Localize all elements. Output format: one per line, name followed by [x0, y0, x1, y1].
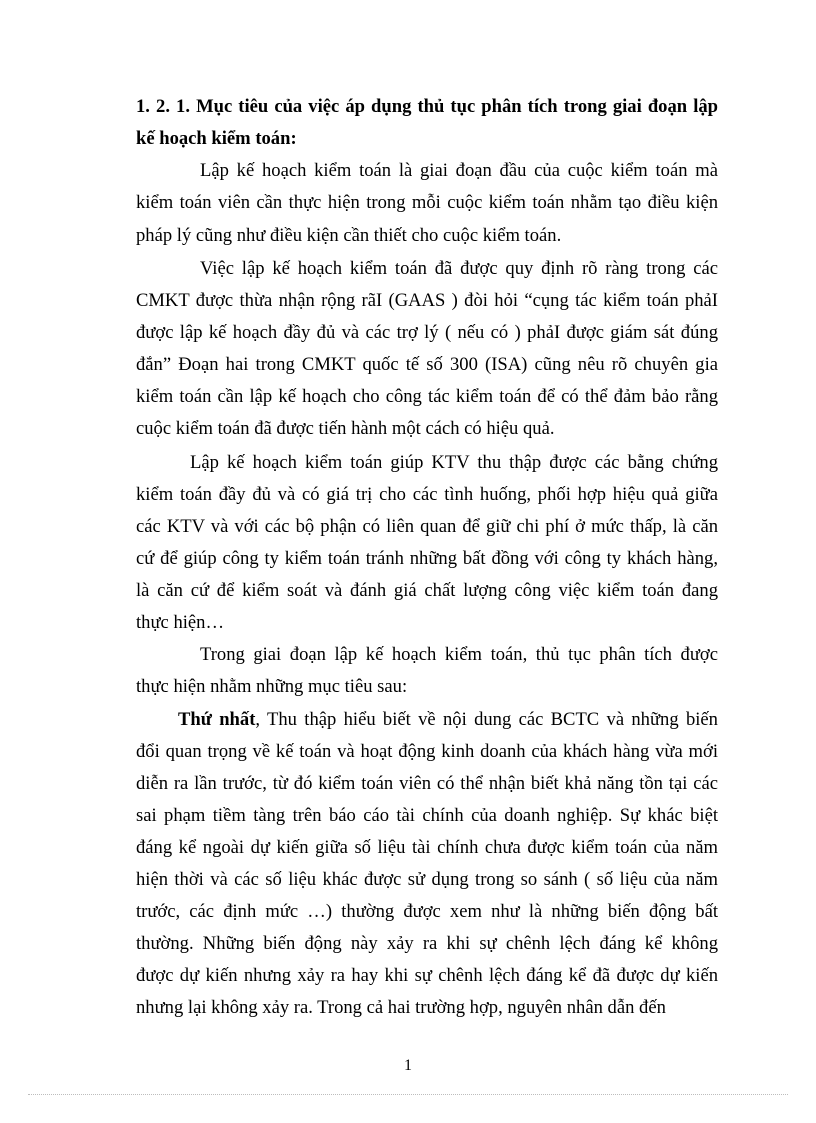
paragraph-5-line-10: nhưng lại không xảy ra. Trong cả hai trường hợp, nguyên nhân dẫn đến [136, 997, 666, 1018]
paragraph-5-line-1 [178, 709, 718, 731]
paragraph-2-line-1: Việc lập kế hoạch kiểm toán đã được quy định rõ ràng trong các [200, 258, 718, 279]
paragraph-5-line-3: diễn ra lần trước, từ đó kiểm toán viên có thể nhận biết khả năng tồn tại các [136, 773, 718, 794]
paragraph-1-line-2: kiểm toán viên cần thực hiện trong mỗi cuộc kiểm toán nhằm tạo điều kiện [136, 192, 718, 213]
paragraph-4-line-2: thực hiện nhằm những mục tiêu sau: [136, 676, 408, 697]
paragraph-3-line-1: Lập kế hoạch kiểm toán giúp KTV thu thập được các bằng chứng [190, 452, 718, 473]
paragraph-3-line-6: thực hiện… [136, 612, 225, 633]
paragraph-5-line-9: được dự kiến nhưng xảy ra hay khi sự chênh lệch đáng kể đã được dự kiến [136, 965, 718, 986]
paragraph-2-line-5: kiểm toán cần lập kế hoạch cho công tác kiểm toán để có thể đảm bảo rằng [136, 386, 718, 407]
section-heading-line-2: kế hoạch kiểm toán: [136, 128, 297, 149]
paragraph-5-line-5: đáng kể ngoài dự kiến giữa số liệu tài chính chưa được kiểm toán của năm [136, 837, 718, 858]
paragraph-5-line-6: hiện thời và các số liệu khác được sử dụng trong so sánh ( số liệu của năm [136, 869, 718, 890]
paragraph-2-line-4: đắn” Đoạn hai trong CMKT quốc tế số 300 (ISA) cũng nêu rõ chuyên gia [136, 354, 718, 375]
paragraph-3-line-2: kiểm toán đầy đủ và có giá trị cho các tình huống, phối hợp hiệu quả giữa [136, 484, 718, 505]
paragraph-1-line-3: pháp lý cũng như điều kiện cần thiết cho cuộc kiểm toán. [136, 225, 562, 246]
paragraph-5-lead: Thứ nhất [178, 709, 256, 730]
paragraph-5-line-7: trước, các định mức …) thường được xem như là những biến động bất [136, 901, 718, 922]
paragraph-3-line-3: các KTV và với các bộ phận có liên quan để giữ chi phí ở mức thấp, là căn [136, 516, 718, 537]
paragraph-2-line-2: CMKT được thừa nhận rộng rãI (GAAS ) đòi hỏi “cụng tác kiểm toán phảI [136, 290, 718, 311]
page-number: 1 [404, 1057, 412, 1074]
paragraph-2-line-6: cuộc kiểm toán đã được tiến hành một cách có hiệu quả. [136, 418, 555, 439]
paragraph-3-line-5: là căn cứ để kiểm soát và đánh giá chất lượng công việc kiểm toán đang [136, 580, 718, 601]
paragraph-4-line-1: Trong giai đoạn lập kế hoạch kiểm toán, thủ tục phân tích được [200, 644, 718, 665]
section-heading-line-1: 1. 2. 1. Mục tiêu của việc áp dụng thủ tục phân tích trong giai đoạn lập [136, 96, 718, 117]
paragraph-1-line-1: Lập kế hoạch kiểm toán là giai đoạn đầu của cuộc kiểm toán mà [200, 160, 718, 181]
paragraph-5-line-4: sai phạm tiềm tàng trên báo cáo tài chính của doanh nghiệp. Sự khác biệt [136, 805, 718, 826]
paragraph-2-line-3: được lập kế hoạch đầy đủ và các trợ lý ( nếu có ) phảI được giám sát đúng [136, 322, 718, 343]
paragraph-5-line-8: thường. Những biến động này xảy ra khi sự chênh lệch đáng kể không [136, 933, 718, 954]
paragraph-3-line-4: cứ để giúp công ty kiểm toán tránh những bất đồng với công ty khách hàng, [136, 548, 718, 569]
paragraph-5-line-1-text: , Thu thập hiểu biết về nội dung các BCTC và những biến [255, 709, 718, 730]
paragraph-5-line-2: đổi quan trọng về kế toán và hoạt động kinh doanh của khách hàng vừa mới [136, 741, 718, 762]
footer-divider [28, 1094, 788, 1095]
